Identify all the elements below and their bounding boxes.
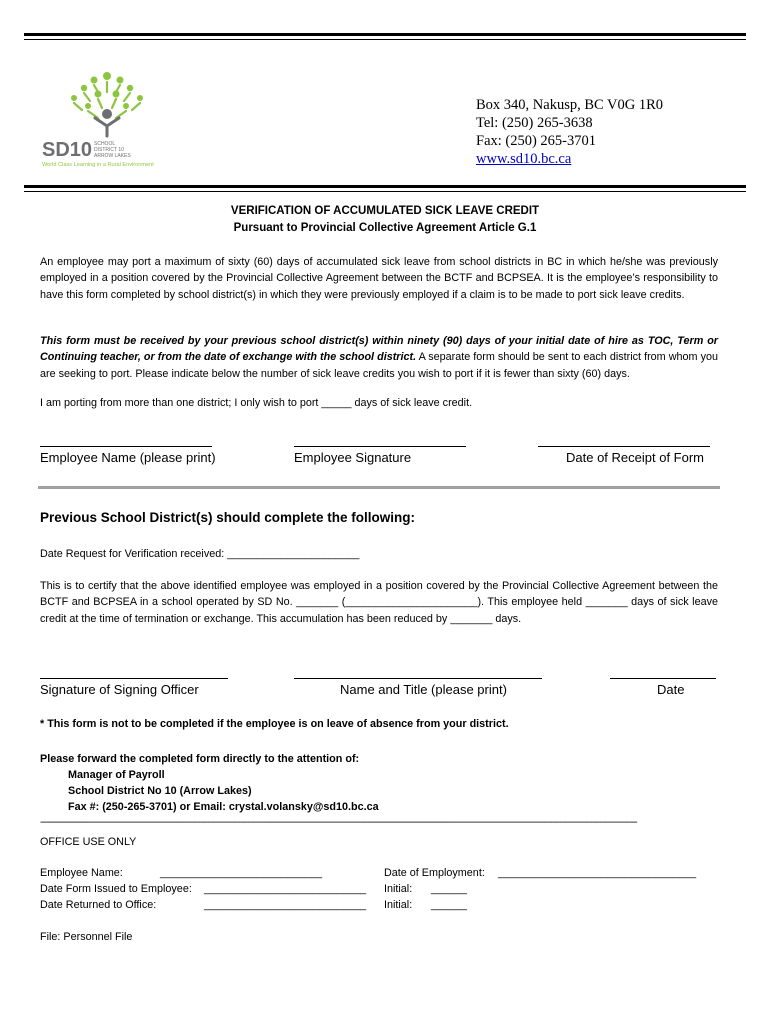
date-returned-label: Date Returned to Office: bbox=[40, 899, 157, 911]
forward-recipient: Manager of Payroll bbox=[68, 769, 165, 781]
certify-paragraph: This is to certify that the above identified employee was employed in a position covered by the Provincial Collective Agreement between the BCTF and BCPSEA in a school operated by SD No. _______ (______________________). This employee held _______ days of sick leave credit at the time of termination or exchange. This accumulation has been reduced by _______ days. bbox=[40, 580, 718, 625]
dashed-separator: ----------------------------------------------------------------------------------------------------------------------------------------------------------------------------------------------------------------------------------------------- bbox=[40, 816, 637, 828]
initial-field-1[interactable]: ______ bbox=[431, 883, 468, 895]
office-use-heading: OFFICE USE ONLY bbox=[40, 836, 137, 848]
employee-name-label: Employee Name (please print) bbox=[40, 450, 216, 465]
previous-district-heading: Previous School District(s) should complete the following: bbox=[40, 510, 416, 525]
notice-deadline: This form must be received by your previous school district(s) within ninety (90) days of your initial date of hire as TOC, Term or Continuing teacher, or from the date of exchange with the school district. bbox=[40, 335, 718, 364]
officer-date-line[interactable] bbox=[610, 678, 716, 679]
top-rule-thick bbox=[24, 33, 746, 36]
svg-text:World Class Learning in a Rura: World Class Learning in a Rural Environment bbox=[42, 162, 154, 168]
sd10-logo bbox=[40, 68, 180, 172]
receipt-date-line[interactable] bbox=[538, 446, 710, 447]
forward-contact: Fax #: (250-265-3701) or Email: crystal.volansky@sd10.bc.ca bbox=[68, 801, 379, 813]
intro-paragraph: An employee may port a maximum of sixty (60) days of accumulated sick leave from school districts in BC in which he/she was previously employed in a position covered by the Provincial Collective Agreement between the BCTF and BCPSEA. It is the employee’s responsibility to have this form completed by school district(s) in which they were previously employed if a claim is to be made to port sick leave credits. bbox=[40, 256, 718, 301]
employee-name-field[interactable]: ___________________________ bbox=[160, 867, 323, 879]
leave-note: * This form is not to be completed if the employee is on leave of absence from your district. bbox=[40, 718, 509, 730]
employee-name-line[interactable] bbox=[40, 446, 212, 447]
forward-district: School District No 10 (Arrow Lakes) bbox=[68, 785, 252, 797]
date-employment-field[interactable]: _________________________________ bbox=[498, 867, 697, 879]
date-issued-field[interactable]: ___________________________ bbox=[204, 883, 367, 895]
date-returned-field[interactable]: ___________________________ bbox=[204, 899, 367, 911]
forward-intro: Please forward the completed form directly to the attention of: bbox=[40, 753, 360, 765]
date-employment-label: Date of Employment: bbox=[384, 867, 485, 879]
address-line: Box 340, Nakusp, BC V0G 1R0 bbox=[476, 97, 664, 113]
address-block bbox=[476, 96, 663, 168]
employee-signature-label: Employee Signature bbox=[294, 450, 412, 465]
officer-date-label: Date bbox=[657, 682, 685, 697]
fax: Fax: (250) 265-3701 bbox=[476, 133, 597, 149]
receipt-date-label: Date of Receipt of Form bbox=[566, 450, 704, 465]
tree-people-icon bbox=[40, 68, 180, 172]
svg-text:DISTRICT 10: DISTRICT 10 bbox=[94, 147, 124, 153]
header-rule-thick bbox=[24, 185, 746, 188]
phone: Tel: (250) 265-3638 bbox=[476, 115, 593, 131]
initial-label-2: Initial: bbox=[384, 899, 413, 911]
top-rule-thin bbox=[24, 39, 746, 40]
date-issued-label: Date Form Issued to Employee: bbox=[40, 883, 192, 895]
file-note: File: Personnel File bbox=[40, 931, 133, 943]
svg-text:SD10: SD10 bbox=[42, 139, 93, 161]
header-rule-thin bbox=[24, 191, 746, 192]
officer-name-title-line[interactable] bbox=[294, 678, 542, 679]
initial-field-2[interactable]: ______ bbox=[431, 899, 468, 911]
notice-rest: A separate form should be sent to each district from whom you are seeking to port. Please indicate below the number of sick leave credits you wish to port if it is fewer than sixty (60) days. bbox=[40, 351, 718, 380]
officer-name-title-label: Name and Title (please print) bbox=[340, 682, 507, 697]
website-link[interactable]: www.sd10.bc.ca bbox=[476, 151, 572, 167]
employee-signature-line[interactable] bbox=[294, 446, 466, 447]
form-subtitle: Pursuant to Provincial Collective Agreement Article G.1 bbox=[233, 222, 537, 234]
notice-paragraph bbox=[40, 333, 718, 382]
svg-text:SCHOOL: SCHOOL bbox=[94, 141, 116, 147]
porting-statement: I am porting from more than one district; I only wish to port _____ days of sick leave credit. bbox=[40, 397, 473, 409]
section-separator bbox=[38, 486, 720, 489]
employee-name-field-label: Employee Name: bbox=[40, 867, 123, 879]
form-title: VERIFICATION OF ACCUMULATED SICK LEAVE CREDIT bbox=[230, 205, 540, 217]
initial-label-1: Initial: bbox=[384, 883, 413, 895]
svg-text:ARROW LAKES: ARROW LAKES bbox=[94, 153, 131, 159]
date-request-line: Date Request for Verification received: ______________________ bbox=[40, 548, 360, 560]
officer-signature-label: Signature of Signing Officer bbox=[40, 682, 199, 697]
officer-signature-line[interactable] bbox=[40, 678, 228, 679]
